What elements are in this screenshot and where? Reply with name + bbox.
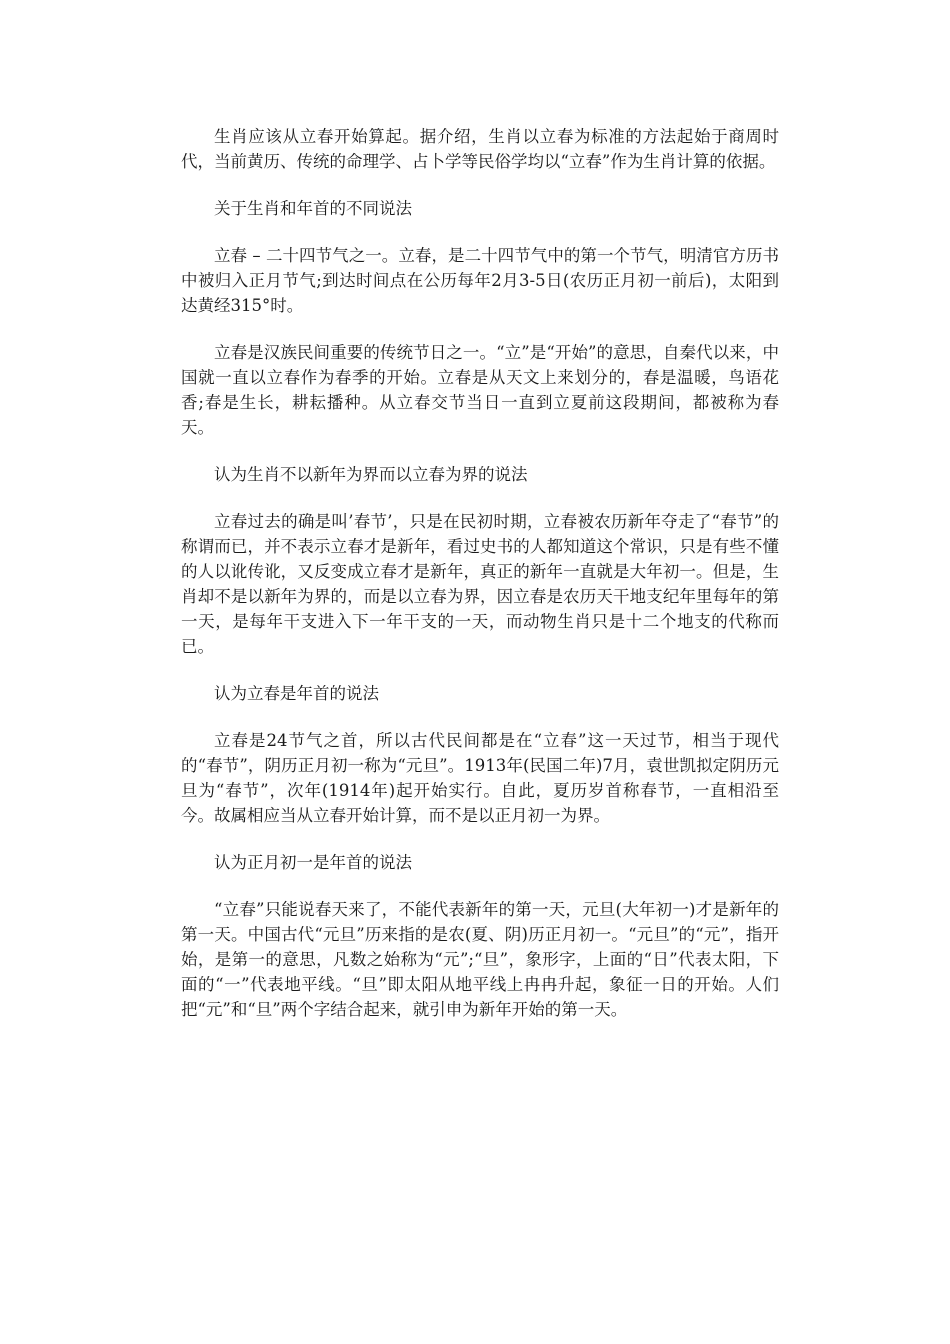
paragraph-intro: 生肖应该从立春开始算起。据介绍，生肖以立春为标准的方法起始于商周时代，当前黄历、传统的命理学、占卜学等民俗学均以“立春”作为生肖计算的依据。 xyxy=(181,127,779,171)
section-heading: 认为正月初一是年首的说法 xyxy=(214,853,412,872)
section-heading: 认为生肖不以新年为界而以立春为界的说法 xyxy=(214,465,528,484)
section-heading: 认为立春是年首的说法 xyxy=(214,684,379,703)
section-heading: 关于生肖和年首的不同说法 xyxy=(214,199,412,218)
paragraph-new-year-start: “立春”只能说春天来了，不能代表新年的第一天，元旦(大年初一)才是新年的第一天。中国古代“元旦”历来指的是农(夏、阴)历正月初一。“元旦”的“元”，指开始，是第一的意思，凡数之始称为“元”;“旦”，象形字，上面的“日”代表太阳，下面的“一”代表地平线。“旦”即太阳从地平线上冉冉升起，象征一日的开始。人们把“元”和“旦”两个字结合起来，就引申为新年开始的第一天。 xyxy=(181,900,779,1019)
paragraph-zodiac-boundary: 立春过去的确是叫’春节’，只是在民初时期，立春被农历新年夺走了“春节”的称谓而已，并不表示立春才是新年，看过史书的人都知道这个常识，只是有些不懂的人以讹传讹，又反变成立春才是新年，真正的新年一直就是大年初一。但是，生肖却不是以新年为界的，而是以立春为界，因立春是农历天干地支纪年里每年的第一天，是每年干支进入下一年干支的一天，而动物生肖只是十二个地支的代称而已。 xyxy=(181,512,779,656)
document-body xyxy=(181,124,779,1044)
paragraph-lichun-year-start: 立春是24节气之首，所以古代民间都是在“立春”这一天过节，相当于现代的“春节”，阴历正月初一称为“元旦”。1913年(民国二年)7月，袁世凯拟定阴历元旦为“春节”，次年(1914年)起开始实行。自此，夏历岁首称春节，一直相沿至今。故属相应当从立春开始计算，而不是以正月初一为界。 xyxy=(181,731,779,825)
paragraph-lichun-festival: 立春是汉族民间重要的传统节日之一。“立”是“开始”的意思，自秦代以来，中国就一直以立春作为春季的开始。立春是从天文上来划分的，春是温暖，鸟语花香;春是生长，耕耘播种。从立春交节当日一直到立夏前这段期间，都被称为春天。 xyxy=(181,343,779,437)
paragraph-lichun-definition: 立春 – 二十四节气之一。立春，是二十四节气中的第一个节气，明清官方历书中被归入正月节气;到达时间点在公历每年2月3-5日(农历正月初一前后)，太阳到达黄经315°时。 xyxy=(181,246,779,315)
